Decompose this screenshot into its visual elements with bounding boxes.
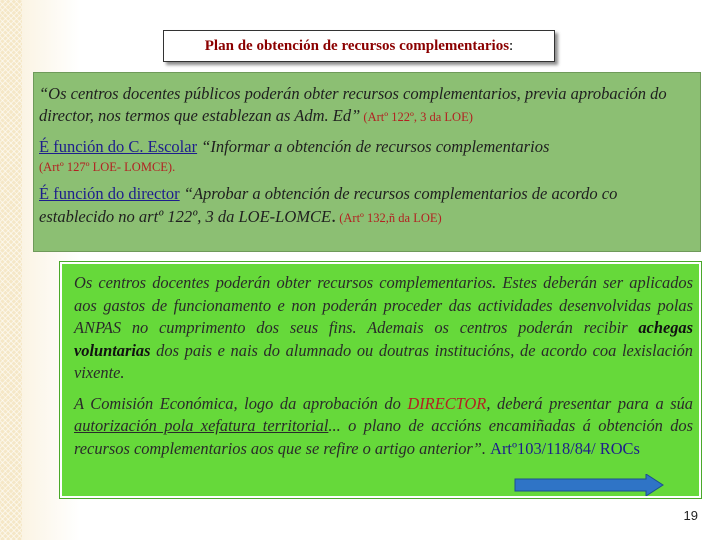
slide-title-colon: : bbox=[509, 37, 514, 54]
director-period: . bbox=[331, 205, 337, 227]
school-council-heading: É función do C. Escolar bbox=[39, 137, 198, 156]
resources-text-b: dos pais e nais do alumnado ou doutras institucións, de acordo coa lexislación vixente. bbox=[74, 340, 693, 382]
resources-text-a: Os centros docentes poderán obter recursos complementarios. Estes deberán ser aplicados aos gastos de funcionamento e non poderán proceder das actividades desenvolvidas polas ANPAS no cumprimento dos seus fins. Ademais os centros poderán recibir bbox=[74, 273, 693, 337]
authorization-phrase: autorización pola xefatura territorial bbox=[74, 416, 329, 435]
quote-reference: (Artº 122º, 3 da LOE) bbox=[360, 110, 473, 124]
director-heading: É función do director bbox=[39, 184, 180, 203]
commission-text-b: , deberá presentar para a súa bbox=[486, 393, 694, 413]
director-paragraph bbox=[39, 183, 696, 229]
commission-paragraph bbox=[74, 393, 693, 461]
commission-text-a: A Comisión Económica, logo da aprobación do bbox=[74, 393, 408, 413]
roc-reference: Artº103/118/84/ ROCs bbox=[490, 438, 640, 458]
resources-paragraph bbox=[74, 272, 693, 385]
voluntary-contributions: achegas voluntarias bbox=[74, 318, 693, 360]
arrow-right-icon[interactable] bbox=[514, 474, 664, 496]
slide-title: Plan de obtención de recursos complementarios bbox=[204, 37, 510, 54]
commission-text-c: ... o plano de accións encamiñadas á obtención dos recursos complementarios aos que se refire o artigo anterior”. bbox=[74, 416, 693, 458]
decorative-left-band bbox=[0, 0, 22, 540]
regulations-panel bbox=[60, 262, 701, 498]
quote-paragraph bbox=[39, 83, 696, 128]
slide-title-box bbox=[163, 30, 555, 62]
director-word: DIRECTOR bbox=[407, 393, 487, 413]
school-council-text: “Informar a obtención de recursos complementarios bbox=[197, 137, 550, 156]
page-number: 19 bbox=[683, 508, 698, 523]
legal-references-panel bbox=[33, 72, 701, 252]
school-council-paragraph bbox=[39, 136, 696, 158]
quote-text: “Os centros docentes públicos poderán obter recursos complementarios, previa aprobación do director, nos termos que establezan as Adm. Ed” bbox=[39, 84, 667, 125]
director-text: “Aprobar a obtención de recursos complementarios de acordo co establecido no artº 122º, 3 da LOE-LOMCE bbox=[39, 184, 618, 226]
school-council-reference: (Artº 127º LOE- LOMCE). bbox=[39, 160, 176, 174]
director-reference: (Artº 132,ñ da LOE) bbox=[336, 211, 442, 225]
